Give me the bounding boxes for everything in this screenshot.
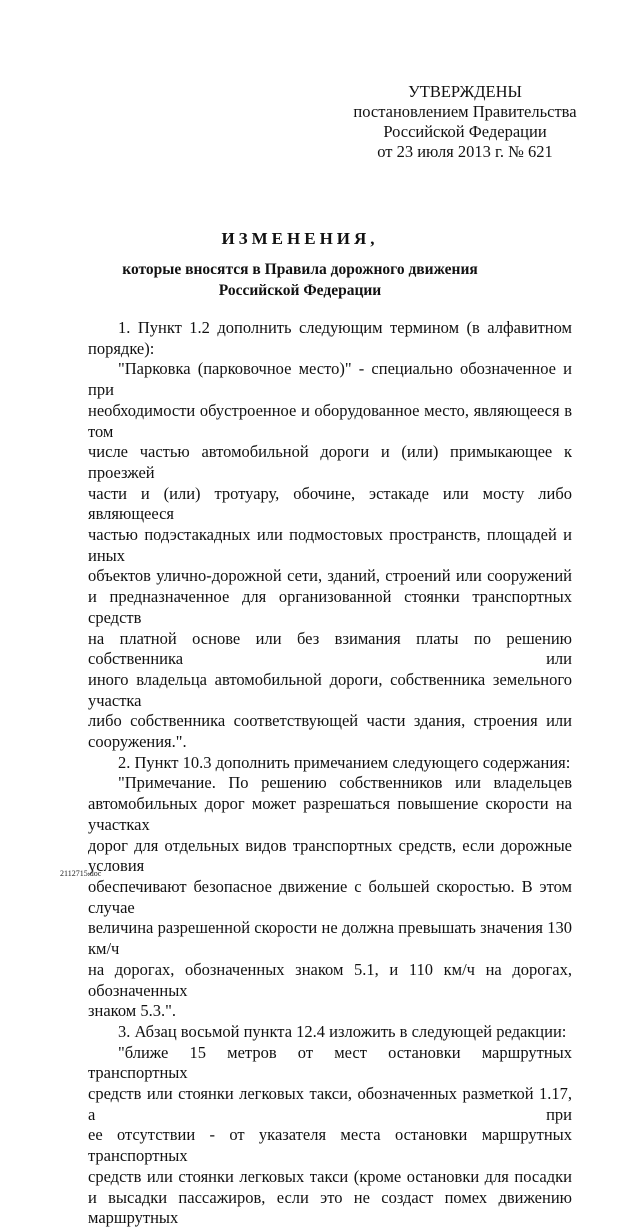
approval-line: постановлением Правительства xyxy=(353,102,577,121)
subtitle-line: которые вносятся в Правила дорожного движения xyxy=(122,261,478,278)
approval-stamp xyxy=(340,82,590,162)
subtitle-line: Российской Федерации xyxy=(218,282,382,299)
approval-heading: УТВЕРЖДЕНЫ xyxy=(408,82,522,101)
text-line: сооружения.". xyxy=(88,732,187,752)
text-line: знаком 5.3.". xyxy=(88,1001,176,1021)
text-line: "Примечание. По решению собственников или владельцев xyxy=(118,773,572,793)
text-line: либо собственника соответствующей части здания, строения или xyxy=(88,711,572,731)
text-line: обеспечивают безопасное движение с большей скоростью. В этом случае xyxy=(88,876,572,917)
text-line: "ближе 15 метров от мест остановки маршрутных транспортных xyxy=(88,1042,572,1083)
text-line: частью подэстакадных или подмостовых пространств, площадей и иных xyxy=(88,525,572,565)
document-body xyxy=(88,318,572,1229)
text-line: "Парковка (парковочное место)" - специально обозначенное и при xyxy=(88,359,572,400)
approval-date: от 23 июля 2013 г. № 621 xyxy=(377,142,553,161)
approval-line: Российской Федерации xyxy=(383,122,547,141)
title-heading: ИЗМЕНЕНИЯ, xyxy=(221,229,379,248)
text-line: объектов улично-дорожной сети, зданий, строений или сооружений xyxy=(88,566,572,586)
text-line: ее отсутствии - от указателя места остановки маршрутных транспортных xyxy=(88,1125,572,1166)
text-line: на платной основе или без взимания платы по решению собственника или xyxy=(88,628,572,669)
text-line: 3. Абзац восьмой пункта 12.4 изложить в следующей редакции: xyxy=(118,1021,567,1041)
text-line: иного владельца автомобильной дороги, собственника земельного участка xyxy=(88,669,572,710)
text-line: средств или стоянки легковых такси (кроме остановки для посадки xyxy=(88,1166,572,1186)
text-line: 1. Пункт 1.2 дополнить следующим термином (в алфавитном xyxy=(118,318,572,337)
text-line: средств или стоянки легковых такси, обозначенных разметкой 1.17, а при xyxy=(88,1084,572,1124)
text-line: порядке): xyxy=(88,338,155,358)
text-line: автомобильных дорог может разрешаться повышение скорости на участках xyxy=(88,794,572,834)
text-line: на дорогах, обозначенных знаком 5.1, и 110 км/ч на дорогах, обозначенных xyxy=(88,959,572,1000)
text-line: необходимости обустроенное и оборудованное место, являющееся в том xyxy=(88,400,572,441)
text-line: и высадки пассажиров, если это не создаст помех движению маршрутных xyxy=(88,1187,572,1228)
title-subtitle xyxy=(110,259,490,301)
file-name-footer: 2112715.doc xyxy=(60,869,102,878)
text-line: дорог для отдельных видов транспортных средств, если дорожные условия xyxy=(88,835,572,876)
text-line: величина разрешенной скорости не должна превышать значения 130 км/ч xyxy=(88,918,572,959)
text-line: части и (или) тротуару, обочине, эстакаде или мосту либо являющееся xyxy=(88,483,572,524)
text-line: 2. Пункт 10.3 дополнить примечанием следующего содержания: xyxy=(118,752,571,772)
text-line: и предназначенное для организованной стоянки транспортных средств xyxy=(88,587,572,627)
document-title xyxy=(110,228,490,301)
text-line: числе частью автомобильной дороги и (или) примыкающее к проезжей xyxy=(88,442,572,482)
